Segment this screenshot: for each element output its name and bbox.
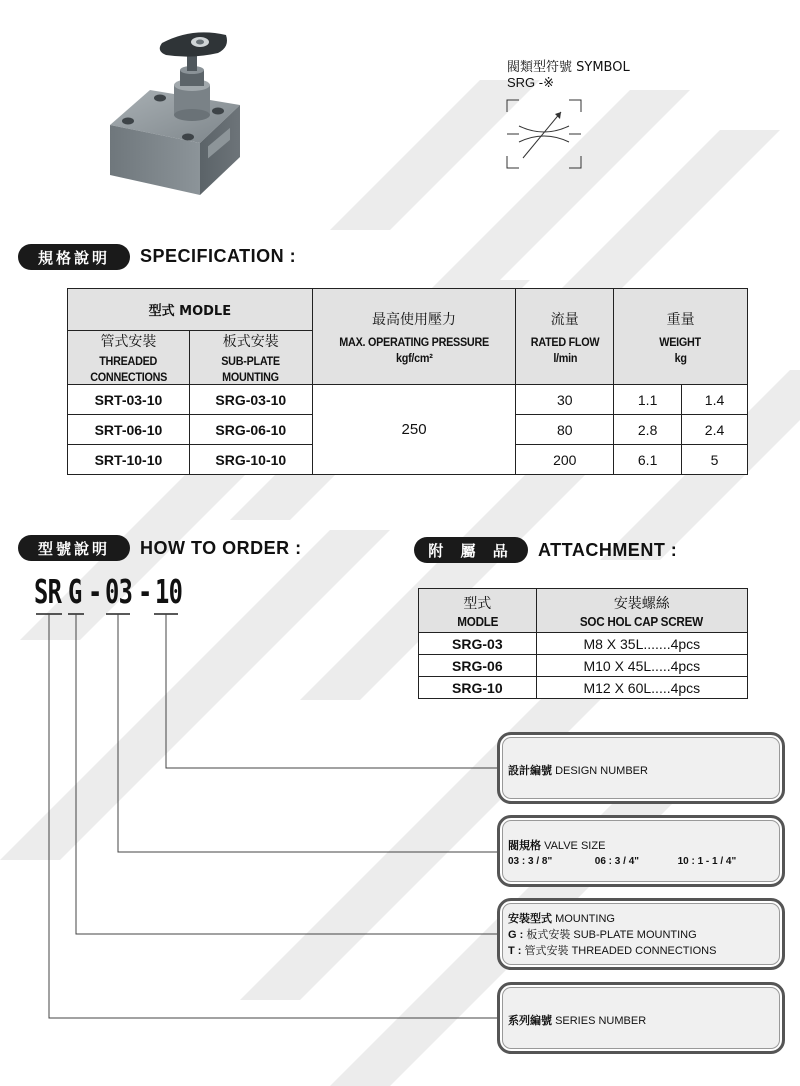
valve-size-zh: 閥規格 bbox=[508, 839, 541, 852]
symbol-label: 閥類型符號 SYMBOL bbox=[507, 60, 630, 75]
table-row bbox=[419, 655, 748, 677]
valve-size-title-line bbox=[508, 838, 782, 854]
srt-model-cell: SRT-03-10 bbox=[68, 385, 190, 415]
order-code-dash-1: - bbox=[88, 572, 102, 611]
pressure-header-unit: kgf/cm² bbox=[395, 350, 433, 365]
weight-cell-1: 6.1 bbox=[614, 445, 682, 475]
table-row bbox=[419, 677, 748, 699]
series-number-zh: 系列編號 bbox=[508, 1014, 552, 1027]
order-code-dash-2: - bbox=[138, 572, 152, 611]
attach-screw-header bbox=[536, 589, 747, 633]
attach-screw-header-en: SOC HOL CAP SCREW bbox=[580, 613, 704, 629]
design-number-en: DESIGN NUMBER bbox=[555, 765, 648, 777]
model-header-text: 型式 MODLE bbox=[148, 304, 232, 319]
attach-model-cell: SRG-06 bbox=[419, 655, 537, 677]
mounting-t-key: T : bbox=[508, 945, 522, 957]
mounting-box bbox=[497, 898, 785, 970]
weight-cell-1: 2.8 bbox=[614, 415, 682, 445]
order-code-mounting: G bbox=[68, 572, 82, 611]
mounting-title-line bbox=[508, 911, 782, 927]
valve-size-en: VALVE SIZE bbox=[544, 840, 606, 852]
srt-model-cell: SRT-10-10 bbox=[68, 445, 190, 475]
weight-header-en: WEIGHT bbox=[659, 334, 702, 349]
weight-cell-1: 1.1 bbox=[614, 385, 682, 415]
flow-cell: 200 bbox=[516, 445, 614, 475]
srg-model-cell: SRG-10-10 bbox=[189, 445, 312, 475]
pressure-value-cell: 250 bbox=[312, 385, 516, 475]
mounting-t-en: THREADED CONNECTIONS bbox=[571, 945, 717, 957]
order-section-title: HOW TO ORDER : bbox=[140, 538, 302, 558]
threaded-header-en1: THREADED bbox=[99, 354, 158, 368]
mounting-g-key: G : bbox=[508, 929, 524, 941]
weight-header-unit: kg bbox=[674, 350, 687, 365]
series-number-en: SERIES NUMBER bbox=[555, 1015, 647, 1027]
weight-cell-2: 5 bbox=[682, 445, 748, 475]
attach-model-cell: SRG-03 bbox=[419, 633, 537, 655]
mounting-t-line bbox=[508, 943, 782, 959]
design-number-zh: 設計編號 bbox=[508, 764, 552, 777]
valve-size-box bbox=[497, 815, 785, 887]
srg-model-cell: SRG-03-10 bbox=[189, 385, 312, 415]
flow-cell: 80 bbox=[516, 415, 614, 445]
subplate-header-zh: 板式安裝 bbox=[222, 334, 279, 350]
mounting-g-en: SUB-PLATE MOUNTING bbox=[573, 929, 697, 941]
attach-model-header-zh: 型式 bbox=[463, 595, 492, 612]
mounting-en: MOUNTING bbox=[555, 913, 615, 925]
pressure-header-en: MAX. OPERATING PRESSURE bbox=[339, 334, 489, 349]
order-code-design: 10 bbox=[155, 572, 183, 611]
mounting-g-zh: 板式安裝 bbox=[526, 928, 571, 941]
order-code-size: 03 bbox=[105, 572, 133, 611]
srg-model-cell: SRG-06-10 bbox=[189, 415, 312, 445]
order-pill-label: 型號說明 bbox=[18, 535, 130, 561]
spec-pill-label: 規格說明 bbox=[18, 244, 130, 270]
valve-size-option-06: 06 : 3 / 4" bbox=[594, 856, 639, 867]
design-number-box bbox=[497, 732, 785, 804]
weight-cell-2: 2.4 bbox=[682, 415, 748, 445]
attach-screw-cell: M12 X 60L.....4pcs bbox=[536, 677, 747, 699]
mounting-g-line bbox=[508, 927, 782, 943]
srt-model-cell: SRT-06-10 bbox=[68, 415, 190, 445]
attachment-table bbox=[418, 588, 748, 699]
weight-header-zh: 重量 bbox=[666, 311, 695, 328]
pressure-header-zh: 最高使用壓力 bbox=[372, 311, 457, 328]
attach-screw-header-zh: 安裝螺絲 bbox=[613, 595, 670, 612]
spec-section-title: SPECIFICATION : bbox=[140, 246, 297, 266]
series-number-line bbox=[508, 1013, 782, 1029]
mounting-t-zh: 管式安裝 bbox=[524, 944, 569, 957]
valve-size-option-10: 10 : 1 - 1 / 4" bbox=[677, 856, 737, 867]
attach-model-header bbox=[419, 589, 537, 633]
attach-model-header-en: MODLE bbox=[456, 613, 498, 629]
series-number-box bbox=[497, 982, 785, 1054]
attach-screw-cell: M8 X 35L.......4pcs bbox=[536, 633, 747, 655]
subplate-header-en2: MOUNTING bbox=[222, 370, 280, 384]
flow-header-unit: l/min bbox=[552, 350, 577, 365]
valve-size-options-line bbox=[508, 854, 782, 870]
mounting-zh: 安裝型式 bbox=[508, 912, 552, 925]
valve-size-option-03: 03 : 3 / 8" bbox=[508, 856, 553, 867]
design-number-line bbox=[508, 763, 782, 779]
attach-screw-cell: M10 X 45L.....4pcs bbox=[536, 655, 747, 677]
threaded-header-en2: CONNECTIONS bbox=[90, 370, 167, 384]
attachment-pill-label: 附 屬 品 bbox=[414, 537, 528, 563]
subplate-header-en1: SUB-PLATE bbox=[221, 354, 281, 368]
flow-header-zh: 流量 bbox=[550, 311, 579, 328]
attach-model-cell: SRG-10 bbox=[419, 677, 537, 699]
weight-cell-2: 1.4 bbox=[682, 385, 748, 415]
symbol-code: SRG -※ bbox=[507, 75, 555, 90]
table-row bbox=[419, 633, 748, 655]
attachment-section-title: ATTACHMENT : bbox=[538, 540, 678, 560]
threaded-header-zh: 管式安裝 bbox=[100, 334, 157, 350]
order-code-series: SR bbox=[34, 572, 62, 611]
flow-cell: 30 bbox=[516, 385, 614, 415]
flow-header-en: RATED FLOW bbox=[530, 334, 600, 349]
